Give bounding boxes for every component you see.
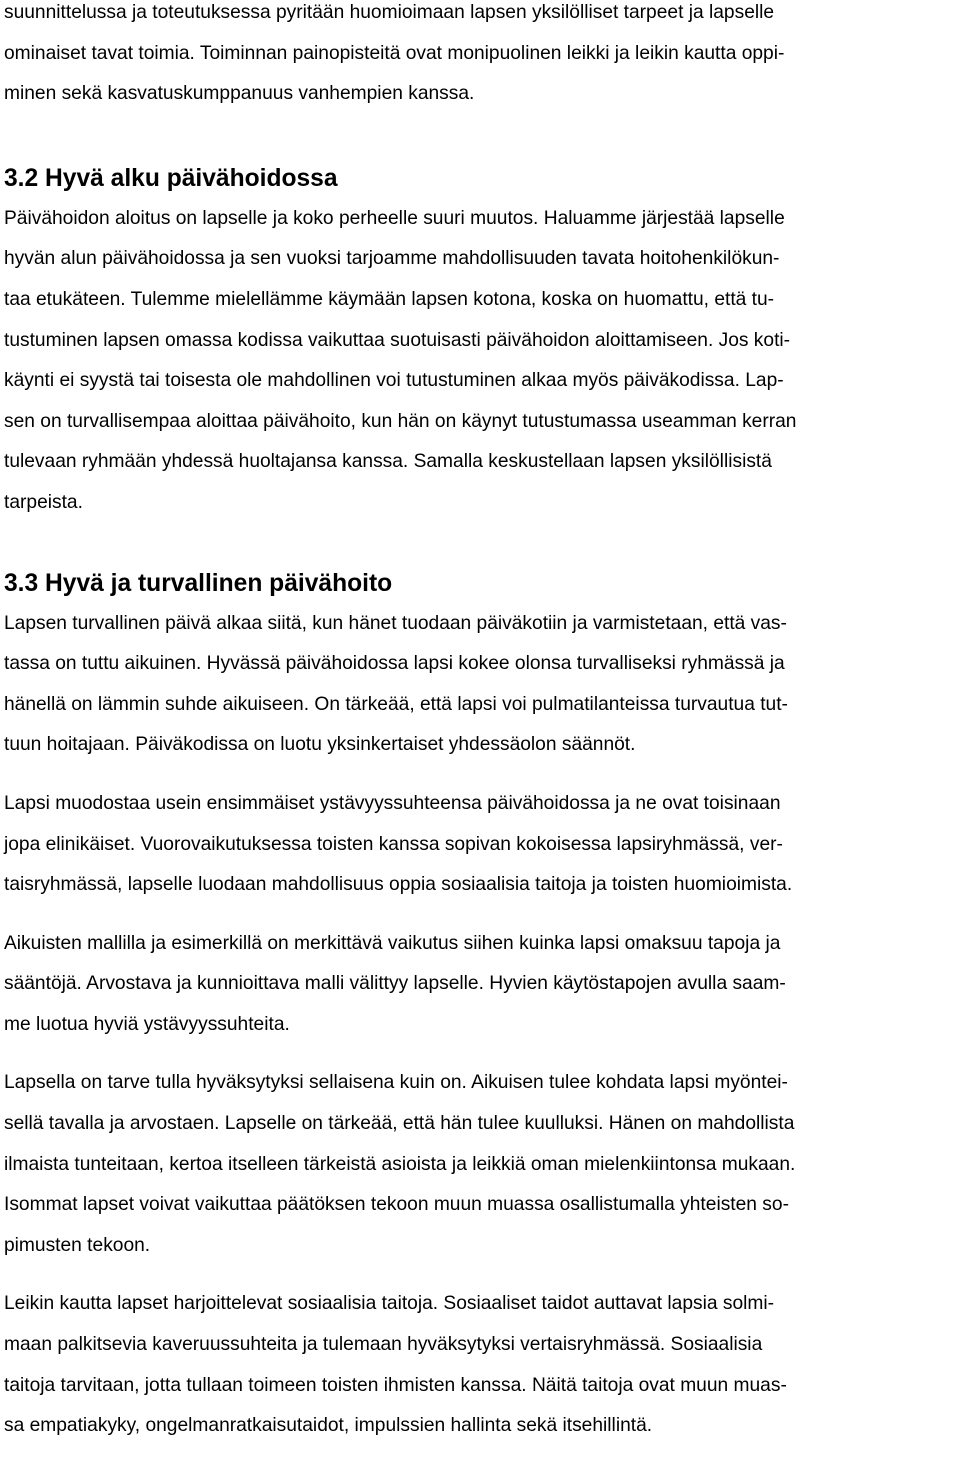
text-line: sellä tavalla ja arvostaen. Lapselle on tärkeää, että hän tulee kuulluksi. Hänen on mahdollista xyxy=(4,1113,795,1135)
text-line: sen on turvallisempaa aloittaa päivähoito, kun hän on käynyt tutustumassa useamman kerran xyxy=(4,410,797,432)
text-line: maan palkitsevia kaveruussuhteita ja tulemaan hyväksytyksi vertaisryhmässä. Sosiaalisia xyxy=(4,1334,763,1356)
section-heading: 3.3 Hyvä ja turvallinen päivähoito xyxy=(4,569,393,597)
paragraph xyxy=(4,924,958,1046)
section-heading: 3.2 Hyvä alku päivähoidossa xyxy=(4,164,338,192)
text-line: hyvän alun päivähoidossa ja sen vuoksi tarjoamme mahdollisuuden tavata hoitohenkilökun- xyxy=(4,248,780,270)
section-3-2 xyxy=(4,159,958,524)
paragraph xyxy=(4,1063,958,1266)
text-line: taa etukäteen. Tulemme mielellämme käymään lapsen kotona, koska on huomattu, että tu- xyxy=(4,288,775,310)
intro-paragraph xyxy=(4,0,958,115)
text-line: tassa on tuttu aikuinen. Hyvässä päivähoidossa lapsi kokee olonsa turvalliseksi ryhmässä ja xyxy=(4,653,785,675)
text-line: me luotua hyviä ystävyyssuhteita. xyxy=(4,1013,290,1035)
paragraph xyxy=(4,784,958,906)
text-line: taisryhmässä, lapselle luodaan mahdollisuus oppia sosiaalisia taitoja ja toisten huomioimista. xyxy=(4,874,793,896)
text-line: Päivähoidon aloitus on lapselle ja koko perheelle suuri muutos. Haluamme järjestää lapselle xyxy=(4,207,785,229)
text-line: minen sekä kasvatuskumppanuus vanhempien kanssa. xyxy=(4,83,475,105)
text-line: jopa elinikäiset. Vuorovaikutuksessa toisten kanssa sopivan kokoisessa lapsiryhmässä, ver- xyxy=(4,833,783,855)
paragraph xyxy=(4,199,958,524)
paragraph xyxy=(4,1284,958,1446)
text-line: Lapsella on tarve tulla hyväksytyksi sellaisena kuin on. Aikuisen tulee kohdata lapsi myöntei- xyxy=(4,1072,788,1094)
text-line: ilmaista tunteitaan, kertoa itselleen tärkeistä asioista ja leikkiä oman mielenkiintonsa mukaan. xyxy=(4,1153,796,1175)
paragraph xyxy=(4,604,958,766)
text-line: tarpeista. xyxy=(4,491,83,513)
text-line: tustuminen lapsen omassa kodissa vaikuttaa suotuisasti päivähoidon aloittamiseen. Jos koti- xyxy=(4,329,791,351)
text-line: sa empatiakyky, ongelmanratkaisutaidot, impulssien hallinta sekä itsehillintä. xyxy=(4,1415,653,1437)
text-line: tuun hoitajaan. Päiväkodissa on luotu yksinkertaiset yhdessäolon säännöt. xyxy=(4,734,636,756)
text-line: suunnittelussa ja toteutuksessa pyritään huomioimaan lapsen yksilölliset tarpeet ja lapselle xyxy=(4,2,775,23)
document-page xyxy=(4,0,958,1447)
text-line: käynti ei syystä tai toisesta ole mahdollinen voi tutustuminen alkaa myös päiväkodissa. Lap- xyxy=(4,370,784,392)
text-line: pimusten tekoon. xyxy=(4,1234,151,1256)
text-line: Aikuisten mallilla ja esimerkillä on merkittävä vaikutus siihen kuinka lapsi omaksuu tapoja ja xyxy=(4,932,781,954)
text-line: hänellä on lämmin suhde aikuiseen. On tärkeää, että lapsi voi pulmatilanteissa turvautua tut- xyxy=(4,693,788,715)
text-line: tulevaan ryhmään yhdessä huoltajansa kanssa. Samalla keskustellaan lapsen yksilöllisistä xyxy=(4,451,772,473)
text-line: Lapsen turvallinen päivä alkaa siitä, kun hänet tuodaan päiväkotiin ja varmistetaan, että vas- xyxy=(4,612,787,634)
text-line: Lapsi muodostaa usein ensimmäiset ystävyyssuhteensa päivähoidossa ja ne ovat toisinaan xyxy=(4,792,781,814)
text-line: taitoja tarvitaan, jotta tullaan toimeen toisten ihmisten kanssa. Näitä taitoja ovat muun muas- xyxy=(4,1374,787,1396)
section-3-3 xyxy=(4,564,958,1447)
text-line: Leikin kautta lapset harjoittelevat sosiaalisia taitoja. Sosiaaliset taidot auttavat lapsia solmi- xyxy=(4,1293,775,1315)
text-line: ominaiset tavat toimia. Toiminnan painopisteitä ovat monipuolinen leikki ja leikin kautta oppi- xyxy=(4,42,785,64)
text-line: sääntöjä. Arvostava ja kunnioittava malli välittyy lapselle. Hyvien käytöstapojen avulla saam- xyxy=(4,973,786,995)
text-line: Isommat lapset voivat vaikuttaa päätöksen tekoon muun muassa osallistumalla yhteisten so- xyxy=(4,1194,789,1216)
